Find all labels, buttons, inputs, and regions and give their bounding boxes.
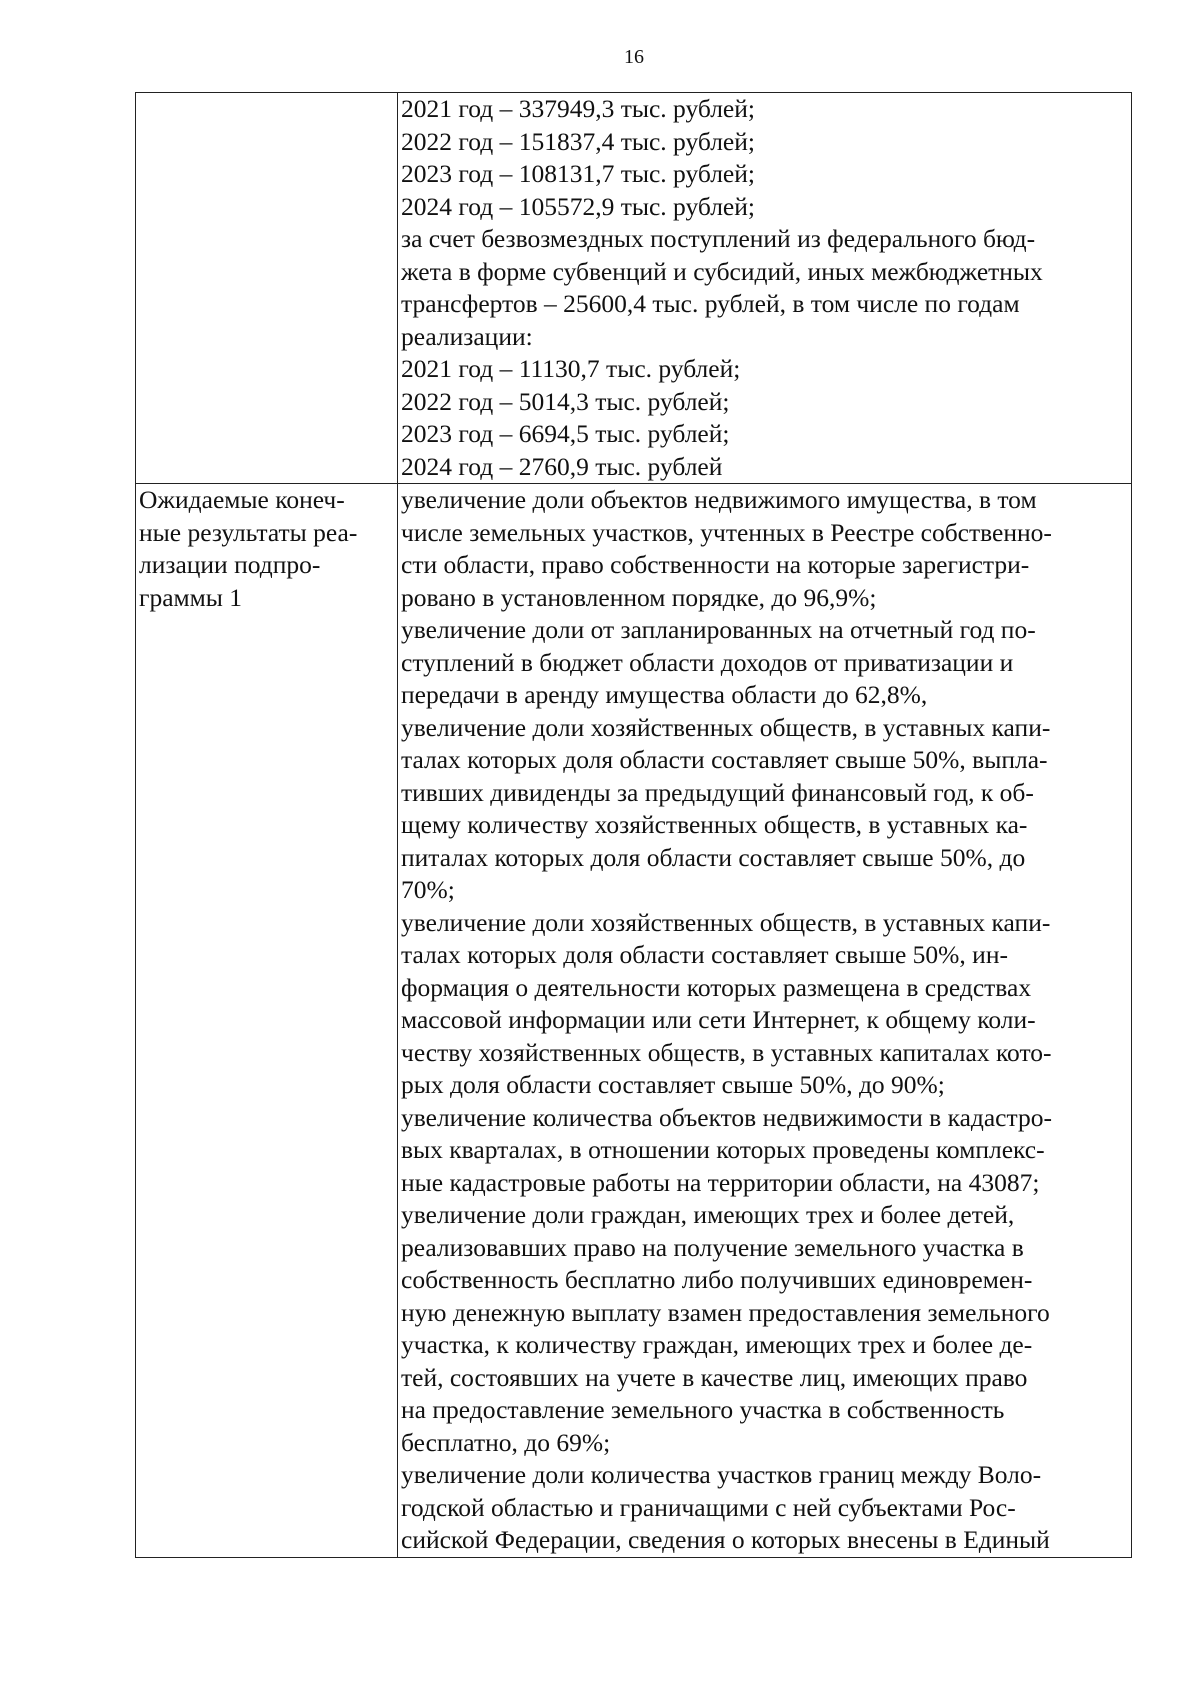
text-line: сти области, право собственности на которые зарегистри- [401, 550, 1030, 579]
text-line: увеличение доли граждан, имеющих трех и более детей, [401, 1200, 1015, 1229]
text-line: увеличение количества объектов недвижимости в кадастро- [401, 1102, 1052, 1132]
text-line: трансфертов – 25600,4 тыс. рублей, в том числе по годам [401, 289, 1020, 318]
label-line: Ожидаемые конеч- [139, 485, 345, 514]
text-line: увеличение доли хозяйственных обществ, в уставных капи- [401, 712, 1051, 742]
row-content-cell [398, 93, 1132, 484]
text-line: 2024 год – 2760,9 тыс. рублей [401, 451, 723, 481]
text-line: реализации: [401, 321, 533, 351]
text-line: за счет безвозмездных поступлений из федерального бюд- [401, 224, 1036, 253]
text-line: 2023 год – 6694,5 тыс. рублей; [401, 419, 730, 448]
text-line: рых доля области составляет свыше 50%, до 90%; [401, 1070, 945, 1099]
text-line: передачи в аренду имущества области до 62,8%, [401, 680, 928, 709]
text-line: 2021 год – 337949,3 тыс. рублей; [401, 94, 755, 123]
text-line: талах которых доля области составляет свыше 50%, выпла- [401, 745, 1048, 774]
text-line: увеличение доли от запланированных на отчетный год по- [401, 615, 1036, 644]
table-row-expected-results [136, 484, 1132, 1558]
text-line: честву хозяйственных обществ, в уставных капиталах кото- [401, 1037, 1052, 1067]
row-label-cell [136, 484, 398, 1558]
text-line: ступлений в бюджет области доходов от приватизации и [401, 647, 1014, 677]
text-line: ную денежную выплату взамен предоставления земельного [401, 1297, 1050, 1327]
text-line: увеличение доли объектов недвижимого имущества, в том [401, 485, 1037, 514]
text-line: массовой информации или сети Интернет, к общему коли- [401, 1005, 1036, 1034]
text-line: годской областью и граничащими с ней субъектами Рос- [401, 1492, 1016, 1522]
label-line: лизации подпро- [139, 550, 321, 579]
text-line: увеличение доли количества участков границ между Воло- [401, 1460, 1042, 1489]
text-line: 70%; [401, 875, 455, 904]
text-line: талах которых доля области составляет свыше 50%, ин- [401, 940, 1008, 969]
label-line: ные результаты реа- [139, 517, 358, 547]
text-line: увеличение доли хозяйственных обществ, в уставных капи- [401, 907, 1051, 937]
text-line: на предоставление земельного участка в собственность [401, 1395, 1005, 1424]
text-line: 2024 год – 105572,9 тыс. рублей; [401, 191, 755, 221]
text-line: числе земельных участков, учтенных в Реестре собственно- [401, 517, 1052, 547]
text-line: 2022 год – 151837,4 тыс. рублей; [401, 126, 755, 156]
text-line: вых кварталах, в отношении которых проведены комплекс- [401, 1135, 1045, 1164]
page-number: 16 [624, 46, 644, 68]
subprogram-passport-table [135, 92, 1132, 1558]
text-line: 2022 год – 5014,3 тыс. рублей; [401, 386, 730, 416]
row-content-cell [398, 484, 1132, 1558]
table-row-funding [136, 93, 1132, 484]
label-line: граммы 1 [139, 582, 243, 612]
text-line: жета в форме субвенций и субсидий, иных межбюджетных [401, 256, 1043, 286]
text-line: 2023 год – 108131,7 тыс. рублей; [401, 159, 755, 188]
text-line: участка, к количеству граждан, имеющих трех и более де- [401, 1330, 1033, 1359]
text-line: ные кадастровые работы на территории области, на 43087; [401, 1167, 1040, 1197]
text-line: ровано в установленном порядке, до 96,9%; [401, 582, 877, 612]
text-line: тей, состоявших на учете в качестве лиц, имеющих право [401, 1362, 1028, 1392]
text-line: собственность бесплатно либо получивших единовремен- [401, 1265, 1033, 1294]
row-label-cell [136, 93, 398, 484]
text-line: тивших дивиденды за предыдущий финансовый год, к об- [401, 777, 1034, 807]
text-line: формация о деятельности которых размещена в средствах [401, 972, 1032, 1002]
text-line: бесплатно, до 69%; [401, 1427, 611, 1457]
text-line: 2021 год – 11130,7 тыс. рублей; [401, 354, 741, 383]
text-line: реализовавших право на получение земельного участка в [401, 1232, 1024, 1262]
text-line: питалах которых доля области составляет свыше 50%, до [401, 842, 1026, 872]
text-line: щему количеству хозяйственных обществ, в уставных ка- [401, 810, 1028, 839]
text-line: сийской Федерации, сведения о которых внесены в Единый [401, 1525, 1050, 1554]
